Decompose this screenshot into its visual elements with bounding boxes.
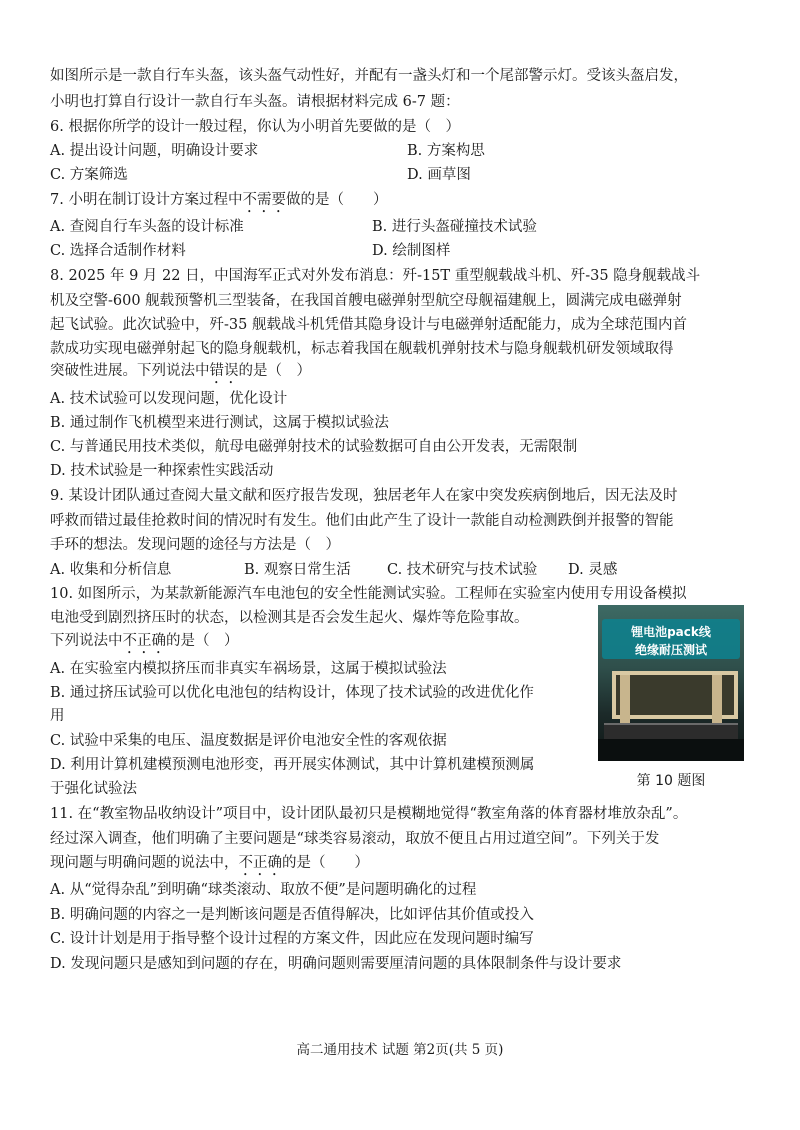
- q8-emphasis: 错误: [209, 363, 239, 379]
- q9-option-d: D. 灵感: [568, 562, 618, 578]
- photo-title-line-2: 绝缘耐压测试: [634, 643, 707, 657]
- q9-line-2: 呼救而错过最佳抢救时间的情况时有发生。他们由此产生了设计一款能自动检测跌倒并报警的智能: [50, 513, 674, 529]
- q8-option-a: A. 技术试验可以发现问题，优化设计: [50, 391, 288, 407]
- q7-option-b: B. 进行头盔碰撞技术试验: [372, 219, 537, 235]
- q11-emphasis: 不正确: [238, 855, 282, 871]
- page-footer: 高二通用技术 试题 第2页(共 5 页): [296, 1042, 504, 1058]
- q6-option-a: A. 提出设计问题，明确设计要求: [50, 143, 259, 159]
- q10-line-2: 电池受到剧烈挤压时的状态，以检测其是否会发生起火、爆炸等危险事故。: [50, 610, 529, 626]
- q10-option-b-line-2: 用: [50, 708, 65, 724]
- q10-emphasis: 不正确: [122, 633, 166, 649]
- q11-option-a: A. 从“觉得杂乱”到明确“球类滚动、取放不便”是问题明确化的过程: [50, 882, 477, 898]
- q8-line-2: 机及空警-600 舰载预警机三型装备，在我国首艘电磁弹射型航空母舰福建舰上，圆满完成电磁弹射: [50, 293, 682, 309]
- q8-line-5: 突破性进展。下列说法中错误的是（ ）: [50, 363, 311, 379]
- q9-line-3: 手环的想法。发现问题的途径与方法是（ ）: [50, 537, 340, 553]
- q10-option-a: A. 在实验室内模拟挤压而非真实车祸场景，这属于模拟试验法: [50, 661, 447, 677]
- q10-option-d-line-2: 于强化试验法: [50, 781, 137, 797]
- figure-caption: 第 10 题图: [636, 773, 706, 789]
- q8-line-3: 起飞试验。此次试验中，歼-35 舰载战斗机凭借其隐身设计与电磁弹射适配能力，成为全球范围内首: [50, 317, 687, 333]
- q6-option-d: D. 画草图: [407, 167, 471, 183]
- q10-question: 下列说法中不正确的是（ ）: [50, 633, 239, 649]
- q11-line-2: 经过深入调查，他们明确了主要问题是“球类容易滚动，取放不便且占用过道空间”。下列关于发: [50, 831, 660, 847]
- press-base: [598, 739, 744, 761]
- q9-option-b: B. 观察日常生活: [244, 562, 351, 578]
- q7-stem: 7. 小明在制订设计方案过程中不需要做的是（ ）: [50, 192, 388, 208]
- q11-option-c: C. 设计计划是用于指导整个设计过程的方案文件，因此应在发现问题时编写: [50, 931, 534, 947]
- q10-option-d-line-1: D. 利用计算机建模预测电池形变，再开展实体测试，其中计算机建模预测属: [50, 757, 535, 773]
- q11-option-b: B. 明确问题的内容之一是判断该问题是否值得解决，比如评估其价值或投入: [50, 907, 534, 923]
- battery-pack-plate: [604, 723, 738, 739]
- q9-line-1: 9. 某设计团队通过查阅大量文献和医疗报告发现，独居老年人在家中突发疾病倒地后，因无法及时: [50, 488, 678, 504]
- q8-line-4: 款成功实现电磁弹射起飞的隐身舰载机，标志着我国在舰载机弹射技术与隐身舰载机研发领域取得: [50, 341, 674, 357]
- intro-line-1: 如图所示是一款自行车头盔，该头盔气动性好，并配有一盏头灯和一个尾部警示灯。受该头盔启发，: [50, 68, 688, 84]
- q10-line-1: 10. 如图所示，为某款新能源汽车电池包的安全性能测试实验。工程师在实验室内使用专用设备模拟: [50, 586, 687, 602]
- q8-line-1: 8. 2025 年 9 月 22 日，中国海军正式对外发布消息：歼-15T 重型舰载战斗机、歼-35 隐身舰载战斗: [50, 268, 701, 284]
- photo-title-line-1: 锂电池pack线: [631, 625, 711, 639]
- q8-option-d: D. 技术试验是一种探索性实践活动: [50, 463, 274, 479]
- q9-option-a: A. 收集和分析信息: [50, 562, 172, 578]
- q6-stem: 6. 根据你所学的设计一般过程，你认为小明首先要做的是（ ）: [50, 119, 460, 135]
- q9-option-c: C. 技术研究与技术试验: [387, 562, 538, 578]
- q10-option-b-line-1: B. 通过挤压试验可以优化电池包的结构设计，体现了技术试验的改进优化作: [50, 685, 534, 701]
- q7-option-a: A. 查阅自行车头盔的设计标准: [50, 219, 244, 235]
- q7-option-d: D. 绘制图样: [372, 243, 451, 259]
- q10-option-c: C. 试验中采集的电压、温度数据是评价电池安全性的客观依据: [50, 733, 447, 749]
- q6-option-b: B. 方案构思: [407, 143, 485, 159]
- q8-option-b: B. 通过制作飞机模型来进行测试，这属于模拟试验法: [50, 415, 389, 431]
- q7-emphasis: 不需要: [242, 192, 286, 208]
- battery-test-photo: [598, 605, 744, 761]
- q11-line-1: 11. 在“教室物品收纳设计”项目中，设计团队最初只是模糊地觉得“教室角落的体育器材堆放杂乱”。: [50, 806, 688, 822]
- q11-line-3: 现问题与明确问题的说法中，不正确的是（ ）: [50, 855, 369, 871]
- q6-option-c: C. 方案筛选: [50, 167, 128, 183]
- q7-option-c: C. 选择合适制作材料: [50, 243, 186, 259]
- intro-line-2: 小明也打算自行设计一款自行车头盔。请根据材料完成 6-7 题：: [50, 94, 460, 110]
- q8-option-c: C. 与普通民用技术类似，航母电磁弹射技术的试验数据可自由公开发表，无需限制: [50, 439, 578, 455]
- q11-option-d: D. 发现问题只是感知到问题的存在，明确问题则需要厘清问题的具体限制条件与设计要求: [50, 956, 622, 972]
